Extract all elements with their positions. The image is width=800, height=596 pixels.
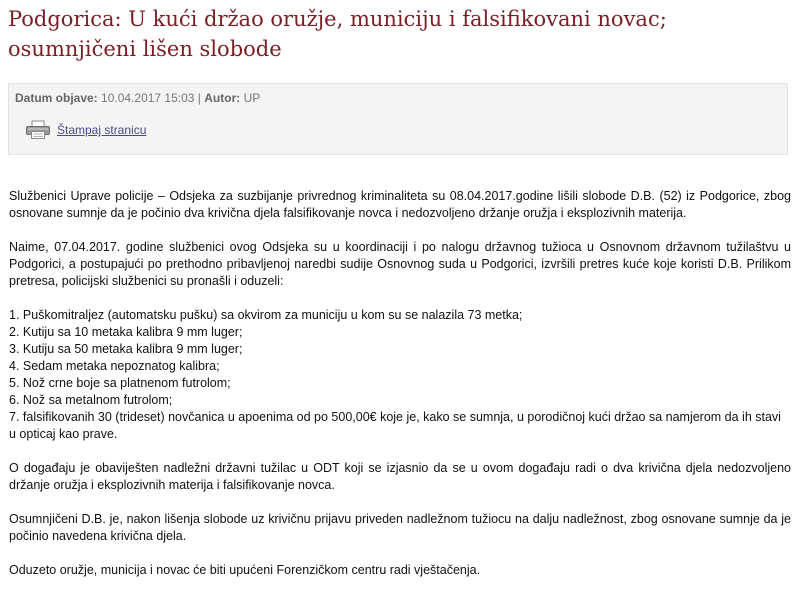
printer-icon[interactable] xyxy=(25,120,51,140)
list-item: 6. Nož sa metalnom futrolom; xyxy=(9,393,173,407)
author-value: UP xyxy=(243,91,261,105)
list-item: 3. Kutiju sa 50 metaka kalibra 9 mm luger; xyxy=(9,342,243,356)
paragraph-forensics: Oduzeto oružje, municija i novac će biti upućeni Forenzičkom centru radi vještačenja. xyxy=(9,563,481,577)
list-item: 7. falsifikovanih 30 (trideset) novčanica u apoenima od po 500,00€ koje je, kako se sumnja, u porodičnoj kući držao sa namjerom da ih stavi u opticaj kao prave. xyxy=(9,410,781,441)
publish-info xyxy=(15,91,260,105)
list-item: 4. Sedam metaka nepoznatog kalibra; xyxy=(9,359,220,373)
print-page-link[interactable]: Štampaj stranicu xyxy=(57,123,147,137)
paragraph-prosecutor: O događaju je obaviješten nadležni državni tužilac u ODT koji se izjasnio da se u ovom događaju radi o dva krivična djela nedozvoljeno držanje oružja i eksplozivnih materija i falsifikovanje novca. xyxy=(9,461,791,492)
article-body xyxy=(9,188,791,596)
list-item: 5. Nož crne boje sa platnenom futrolom; xyxy=(9,376,231,390)
author-label: Autor: xyxy=(204,91,241,105)
date-label: Datum objave: xyxy=(15,91,98,105)
seized-items-list xyxy=(9,307,791,443)
article-title: Podgorica: U kući držao oružje, municiju i falsifikovani novac; osumnjičeni lišen slobode xyxy=(8,7,667,61)
paragraph-search: Naime, 07.04.2017. godine službenici ovog Odsjeka su u koordinaciji i po nalogu državnog tužioca u Osnovnom državnom tužilaštvu u Podgorici, a postupajući po prethodno pribavljenoj naredbi sudije Osnovnog suda u Podgorici, izvršili pretres kuće koje koristi D.B. Prilikom pretresa, policijski službenici su pronašli i oduzeli: xyxy=(9,240,791,288)
paragraph-suspect: Osumnjičeni D.B. je, nakon lišenja slobode uz krivičnu prijavu priveden nadležnom tužiocu na dalju nadležnost, zbog osnovane sumnje da je počinio navedena krivična djela. xyxy=(9,512,791,543)
meta-separator: | xyxy=(197,91,201,105)
print-row[interactable] xyxy=(25,118,146,142)
article-meta-box xyxy=(8,83,788,155)
date-value: 10.04.2017 15:03 xyxy=(101,91,195,105)
paragraph-intro: Službenici Uprave policije – Odsjeka za suzbijanje privrednog kriminaliteta su 08.04.2017.godine lišili slobode D.B. (52) iz Podgorice, zbog osnovane sumnje da je počinio dva krivična djela falsifikovanje novca i nedozvoljeno držanje oružja i eksplozivnih materija. xyxy=(9,189,791,220)
list-item: 2. Kutiju sa 10 metaka kalibra 9 mm luger; xyxy=(9,325,243,339)
list-item: 1. Puškomitraljez (automatsku pušku) sa okvirom za municiju u kom su se nalazila 73 metka; xyxy=(9,308,523,322)
